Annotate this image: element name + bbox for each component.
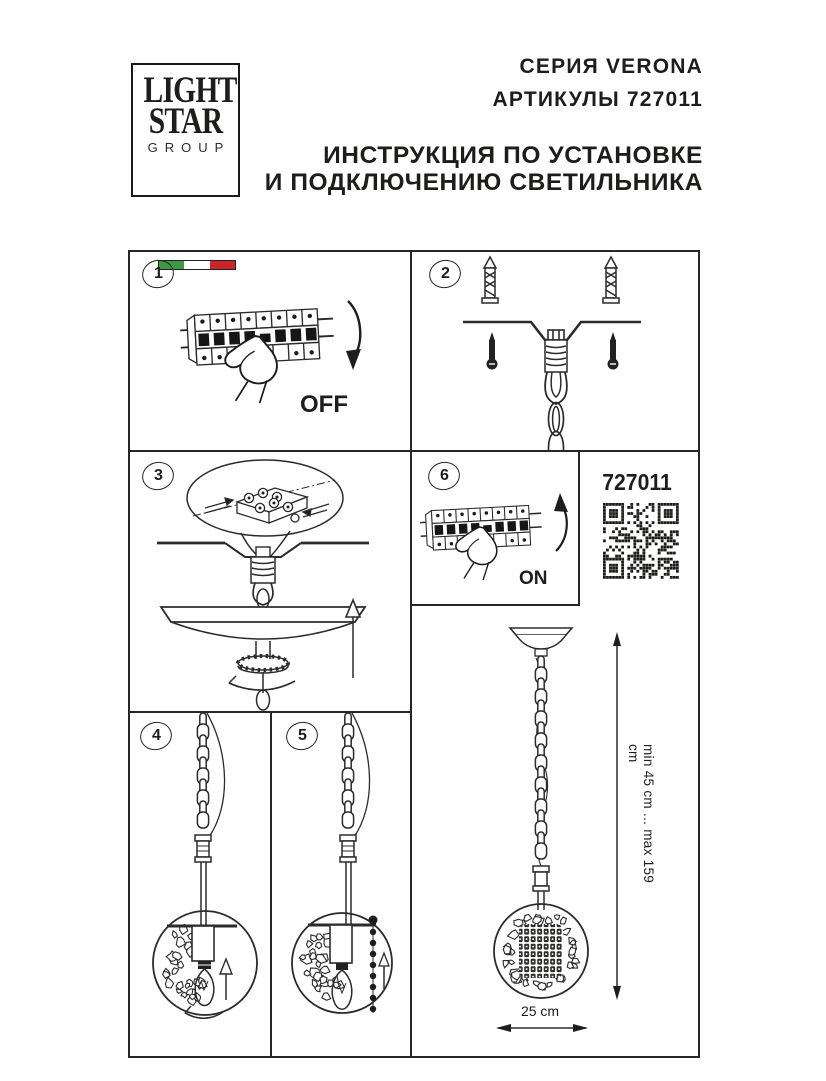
height-dimension-label: min 45 cm ... max 159 cm [626,744,656,884]
series-title: СЕРИЯ VERONA [519,55,703,78]
terminal-block-icon [193,480,335,523]
dimension-line-horizontal [496,1024,588,1032]
bead-string-drawing [272,713,410,1057]
arrow-down-icon [338,297,370,371]
qr-code [603,503,679,579]
cord-curve [352,713,370,837]
off-label: OFF [300,391,348,418]
articles-title: АРТИКУЛЫ 727011 [492,88,703,111]
grid-divider-vertical [410,250,412,1058]
step-4-number-badge: 4 [137,719,175,754]
dimension-line-vertical [613,632,621,1000]
mounting-bracket-drawing [413,252,700,450]
logo-light-text: LIGHT [143,70,237,111]
step-5-number-badge: 5 [283,719,321,754]
crystal-grid-texture [519,924,563,978]
on-label: ON [519,568,548,589]
logo-star-text: STAR [148,101,223,142]
socket-drawing [330,925,352,963]
cord-curve [207,713,225,837]
socket-drawing [192,926,214,961]
lightstar-logo [131,63,240,197]
arrow-up-icon [346,600,360,678]
wall-plug-icon [603,257,619,303]
ceiling-canopy-drawing [510,628,572,656]
bead-string-icon [369,916,378,1014]
pendant-chain-drawing [535,656,546,859]
canopy-drawing [161,607,365,710]
step-3-number-badge: 3 [139,459,177,494]
instruction-title-line2: И ПОДКЛЮЧЕНИЮ СВЕТИЛЬНИКА [264,169,703,196]
bulb-install-drawing [129,713,270,1057]
bulb-icon [332,970,352,1009]
logo-group-text: GROUP [147,140,231,155]
rotate-arrow-icon [229,681,295,690]
diameter-dimension-label: 25 cm [520,1003,560,1019]
step-6-number-badge: 6 [425,459,463,494]
step-1-number-badge: 1 [139,257,177,292]
product-article: 727011 [602,469,672,495]
pendant-chain-drawing [342,713,353,828]
wiring-and-canopy-drawing [129,452,410,711]
instruction-title-line1: ИНСТРУКЦИЯ ПО УСТАНОВКЕ [323,142,703,169]
pendant-chain-drawing [197,713,208,828]
header-text-block [240,55,703,196]
arrow-up-icon [546,493,574,555]
wall-plug-icon [482,257,498,303]
arrow-up-icon [220,959,232,1000]
step-2-number-badge: 2 [426,257,464,292]
